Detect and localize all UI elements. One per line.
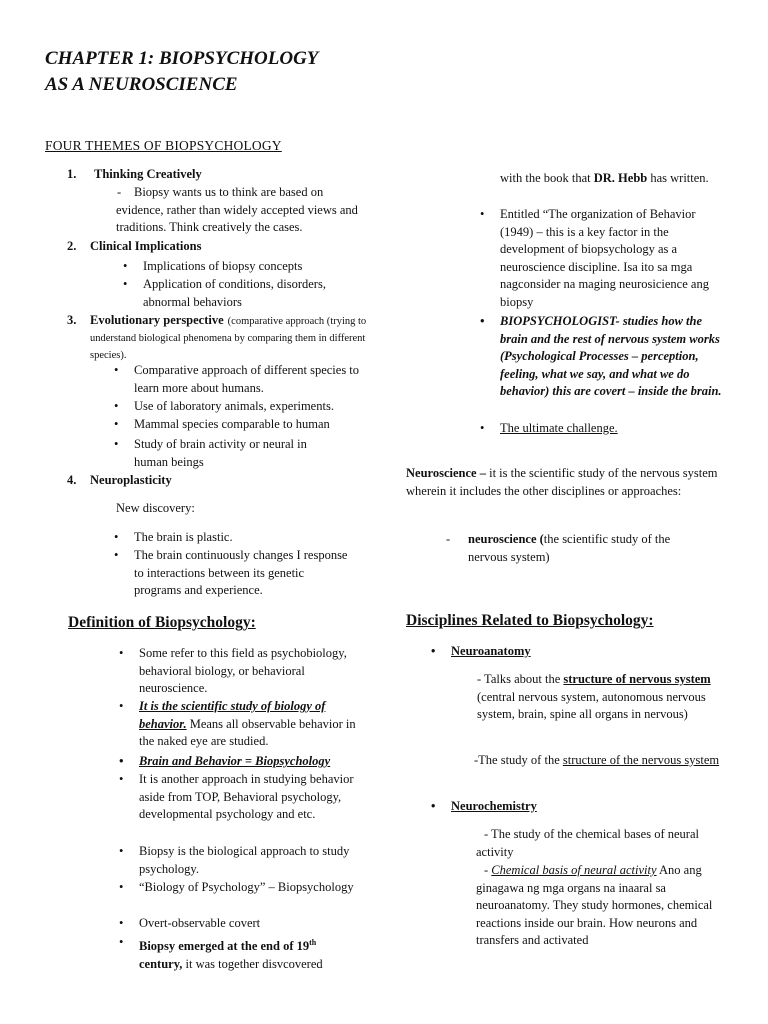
definition-bullet-8-bold-2: century, [139,956,183,971]
entitled-bullet: • Entitled “The organization of Behavior (1949) – this is a key factor in the development of biopsychology as a neuroscience discipline. Isa ito sa mga nagconsider na maging neurosicience ang biopsy [500,206,725,311]
theme-1-number: 1. [67,167,77,181]
neuroanatomy-desc-1-pre: - Talks about the [477,672,564,686]
theme-4-subtitle: New discovery: [116,501,195,515]
definition-bullet-2-text: Means all observable behavior in the naked eye are studied. [139,716,356,748]
neuroanatomy-desc-2-u: structure of the nervous system [562,753,720,767]
neuroanatomy-title: • Neuroanatomy [451,643,531,661]
theme-3-heading [90,312,370,363]
neurochemistry-desc-2 [476,862,726,950]
definition-bullet-8-sup: th [309,938,317,947]
neuroscience-definition [406,465,726,500]
definition-bullet-3: • Brain and Behavior = Biopsychology [139,753,369,771]
theme-3-bullet-4: • Study of brain activity or neural in human beings [134,436,344,471]
neurochemistry-desc-1: - The study of the chemical bases of neural activity [476,827,699,859]
neuroscience-def: it is the scientific study of the nervous system wherein it includes the other disciplines or approaches: [406,466,718,498]
ultimate-challenge-bullet: • The ultimate challenge. [500,420,725,438]
title-line-1: CHAPTER 1: BIOPSYCHOLOGY [45,48,319,69]
definition-bullet-2 [139,698,359,751]
definition-bullet-8-text: it was together disvcovered [182,956,323,971]
definition-bullet-8 [139,934,359,973]
neuroscience-sub-text: the scientific study of the nervous system) [468,532,671,564]
page-title [45,46,318,98]
theme-4-number: 4. [67,473,77,487]
disciplines-heading: Disciplines Related to Biopsychology: [406,612,654,629]
theme-4-bullet-1: • The brain is plastic. [134,529,364,547]
theme-1-text: Biopsy wants us to think are based on evidence, rather than widely accepted views and traditions. Think creatively the cases. [116,185,358,234]
neurochemistry-desc-2-pre: - [484,863,492,877]
hebb-pre: with the book that [500,171,594,185]
hebb-text [500,170,720,188]
neuroanatomy-desc-2-pre: -The study of the [474,753,563,767]
definition-bullet-2-bold: It is the scientific study of biology of behavior. [139,699,326,731]
hebb-post: has written. [647,171,709,185]
definition-bullet-7: • Overt-observable covert [139,915,359,933]
biopsychologist-bullet: • BIOPSYCHOLOGIST- studies how the brain and the rest of nervous system works (Psychological Processes – perception, feeling, what we say, and what we do behavior) this are covert – inside the brain. [500,313,728,401]
definition-bullet-6: • “Biology of Psychology” – Biopsychology [139,879,359,897]
theme-2-number: 2. [67,239,77,253]
definition-bullet-4: • It is another approach in studying behavior aside from TOP, Behavioral psychology, developmental psychology and etc. [139,771,364,824]
definition-bullet-5: • Biopsy is the biological approach to study psychology. [139,843,359,878]
neuroanatomy-desc-1-bold: structure of nervous system [563,672,711,686]
neuroanatomy-desc-1 [477,671,727,724]
neurochemistry-desc-2-post: Ano ang ginagawa ng mga organs na inaaral sa neuroanatomy. They study hormones, chemical reactions inside our brain. How neurons and transfers and activated [476,863,713,947]
definition-bullet-1: • Some refer to this field as psychobiology, behavioral biology, or behavioral neuroscience. [139,645,359,698]
theme-2-bullet-1: • Implications of biopsy concepts [143,258,363,276]
neurochemistry-desc-2-u: Chemical basis of neural activity [491,863,657,877]
theme-3-bullet-2: • Use of laboratory animals, experiments. [134,398,364,416]
theme-1-dash: - [117,185,122,199]
theme-2-bullet-2: • Application of conditions, disorders, abnormal behaviors [143,276,363,311]
neuroanatomy-desc-2 [452,752,724,770]
neuroscience-dash: - [446,532,451,546]
neuroscience-sub [468,531,708,566]
theme-3-bullet-3: • Mammal species comparable to human [134,416,364,434]
theme-3-bullet-1: • Comparative approach of different species to learn more about humans. [134,362,364,397]
theme-4-title: Neuroplasticity [90,473,172,487]
theme-3-note: (comparative approach (trying to understand biological phenomena by comparing them in different species). [90,316,367,361]
theme-1-title: Thinking Creatively [94,167,202,181]
title-line-2: AS A NEUROSCIENCE [45,74,238,95]
neurochemistry-title: • Neurochemistry [451,798,537,816]
definition-bullet-8-bold: Biopsy emerged at the end of 19 [139,939,310,954]
neuroscience-term: Neuroscience – [406,466,486,480]
themes-heading: FOUR THEMES OF BIOPSYCHOLOGY [45,138,282,153]
theme-2-title: Clinical Implications [90,239,202,253]
theme-3-title: Evolutionary perspective [90,313,224,327]
theme-3-number: 3. [67,313,77,327]
neuroanatomy-desc-1-post: (central nervous system, autonomous nervous system, brain, spine all organs in nervous) [477,689,706,721]
neuroscience-sub-bold: neuroscience ( [468,532,544,546]
theme-4-bullet-2: • The brain continuously changes I response to interactions between its genetic programs and experience. [134,547,354,600]
definition-heading: Definition of Biopsychology: [68,614,256,631]
hebb-name: DR. Hebb [593,171,648,185]
